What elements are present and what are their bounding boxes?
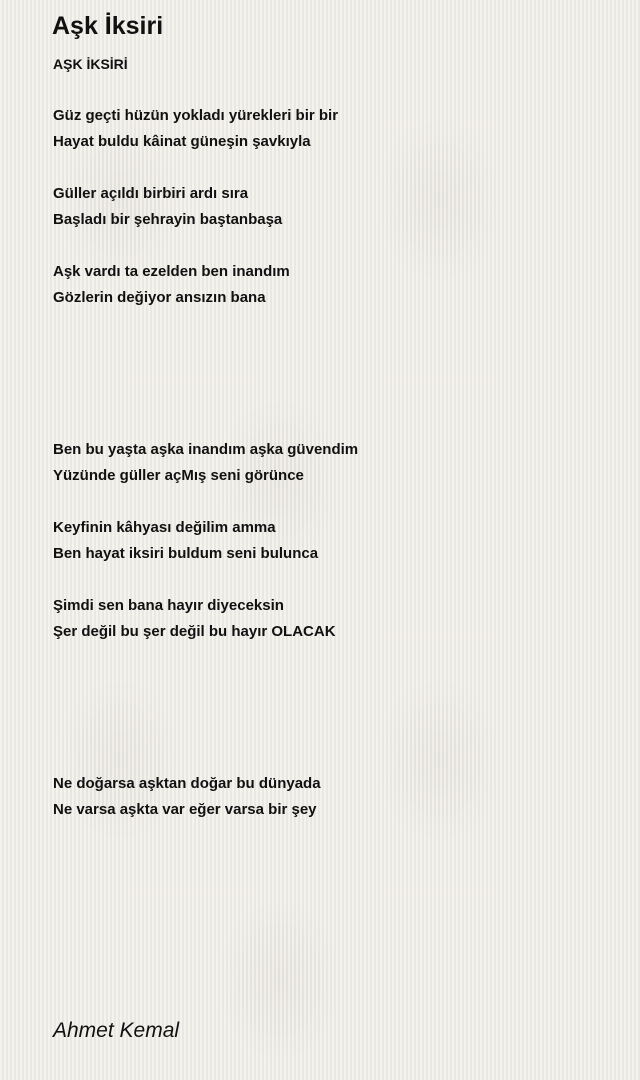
poem-title: Aşk İksiri: [52, 12, 164, 40]
stanza-6: [53, 593, 336, 645]
poem-line: Şer değil bu şer değil bu hayır OLACAK: [53, 623, 336, 640]
stanza-2: [53, 181, 282, 233]
poem-line: Ne doğarsa aşktan doğar bu dünyada: [53, 775, 321, 792]
poem-line: Güz geçti hüzün yokladı yürekleri bir bir: [53, 107, 339, 124]
poem-line: Şimdi sen bana hayır diyeceksin: [53, 597, 284, 614]
poem-line: Ben hayat iksiri buldum seni bulunca: [53, 545, 319, 562]
stanza-1: [53, 103, 338, 155]
stanza-4: [53, 437, 358, 489]
poem-line: Yüzünde güller açMış seni görünce: [53, 467, 304, 484]
poem-line: Güller açıldı birbiri ardı sıra: [53, 185, 249, 202]
poem-line: Gözlerin değiyor ansızın bana: [53, 289, 266, 306]
poem-line: Hayat buldu kâinat güneşin şavkıyla: [53, 133, 311, 150]
poem-line: Aşk vardı ta ezelden ben inandım: [53, 263, 290, 280]
poem-line: Ben bu yaşta aşka inandım aşka güvendim: [53, 441, 359, 458]
poem-line: Başladı bir şehrayin baştanbaşa: [53, 211, 283, 228]
poem-author: Ahmet Kemal: [53, 1019, 180, 1042]
poem-line: Ne varsa aşkta var eğer varsa bir şey: [53, 801, 317, 818]
poem-line: Keyfinin kâhyası değilim amma: [53, 519, 276, 536]
poem-subtitle: AŞK İKSİRİ: [53, 56, 128, 72]
stanza-7: [53, 771, 321, 823]
stanza-3: [53, 259, 290, 311]
stanza-5: [53, 515, 318, 567]
